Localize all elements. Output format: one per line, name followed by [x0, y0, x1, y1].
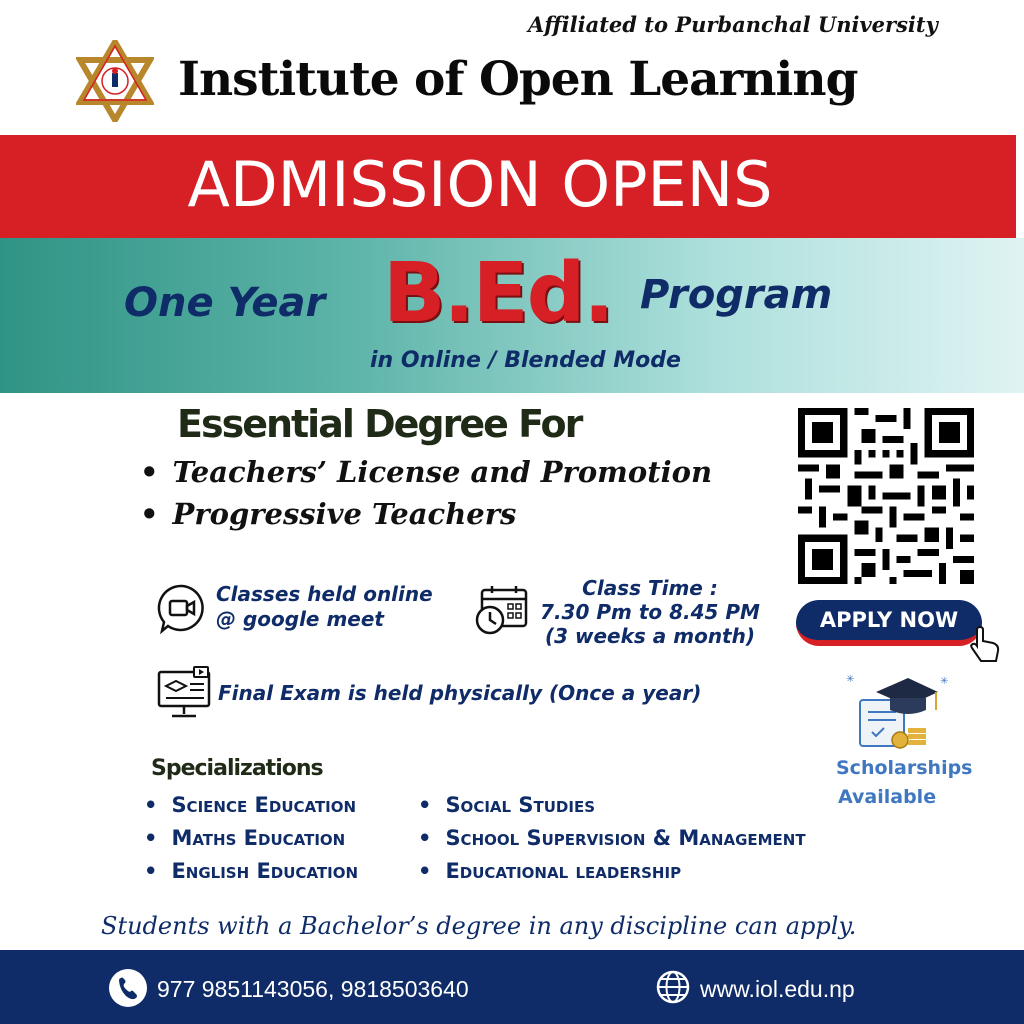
phone-icon	[108, 968, 148, 1008]
svg-text:✳: ✳	[940, 676, 949, 687]
footer-bar	[0, 950, 1024, 1024]
phone-numbers[interactable]: 977 9851143056, 9818503640	[157, 976, 469, 1002]
time-line-1: Class Time :	[582, 576, 718, 600]
eligibility-note: Students with a Bachelor’s degree in any discipline can apply.	[101, 912, 857, 940]
institute-name: Institute of Open Learning	[178, 52, 858, 107]
essential-title: Essential Degree For	[177, 402, 582, 446]
online-line-2: @ google meet	[216, 607, 384, 631]
online-class-text	[216, 582, 433, 632]
degree-title: B.Ed.	[383, 246, 613, 341]
admission-heading: ADMISSION OPENS	[187, 148, 773, 221]
globe-icon	[656, 970, 690, 1004]
essential-list	[140, 455, 712, 539]
scholarship-line-1: Scholarships	[836, 757, 973, 779]
specializations-title: Specializations	[151, 756, 323, 781]
affiliation-text: Affiliated to Purbanchal University	[528, 12, 938, 37]
graduation-scholarship-icon	[846, 670, 950, 754]
specialization-item: • Maths Education	[144, 826, 358, 859]
video-call-icon	[156, 582, 208, 634]
apply-now-button[interactable]: APPLY NOW	[796, 600, 982, 646]
time-line-2: 7.30 Pm to 8.45 PM	[540, 600, 760, 624]
calendar-clock-icon	[474, 584, 532, 636]
monitor-exam-icon	[156, 666, 214, 722]
mode-text: in Online / Blended Mode	[370, 348, 681, 373]
qr-code[interactable]	[798, 408, 974, 584]
specialization-item: • School Supervision & Management	[418, 826, 806, 859]
institute-logo	[76, 40, 154, 122]
one-year-text: One Year	[124, 280, 326, 326]
class-time-text	[540, 576, 760, 648]
specialization-item: • Science Education	[144, 793, 358, 826]
program-text: Program	[640, 272, 833, 318]
cursor-hand-icon	[968, 626, 1002, 664]
specialization-item: • English Education	[144, 859, 358, 892]
essential-item: • Teachers’ License and Promotion	[140, 455, 712, 497]
specialization-item: • Educational leadership	[418, 859, 806, 892]
exam-text: Final Exam is held physically (Once a year)	[218, 681, 702, 705]
specializations-right-list	[418, 793, 806, 892]
website-link[interactable]: www.iol.edu.np	[700, 976, 855, 1002]
svg-text:✳: ✳	[846, 674, 855, 685]
essential-item: • Progressive Teachers	[140, 497, 712, 539]
specialization-item: • Social Studies	[418, 793, 806, 826]
online-line-1: Classes held online	[216, 582, 433, 606]
time-line-3: (3 weeks a month)	[544, 624, 755, 648]
scholarship-text	[836, 754, 973, 812]
specializations-left-list	[144, 793, 358, 892]
scholarship-line-2: Available	[838, 786, 937, 808]
